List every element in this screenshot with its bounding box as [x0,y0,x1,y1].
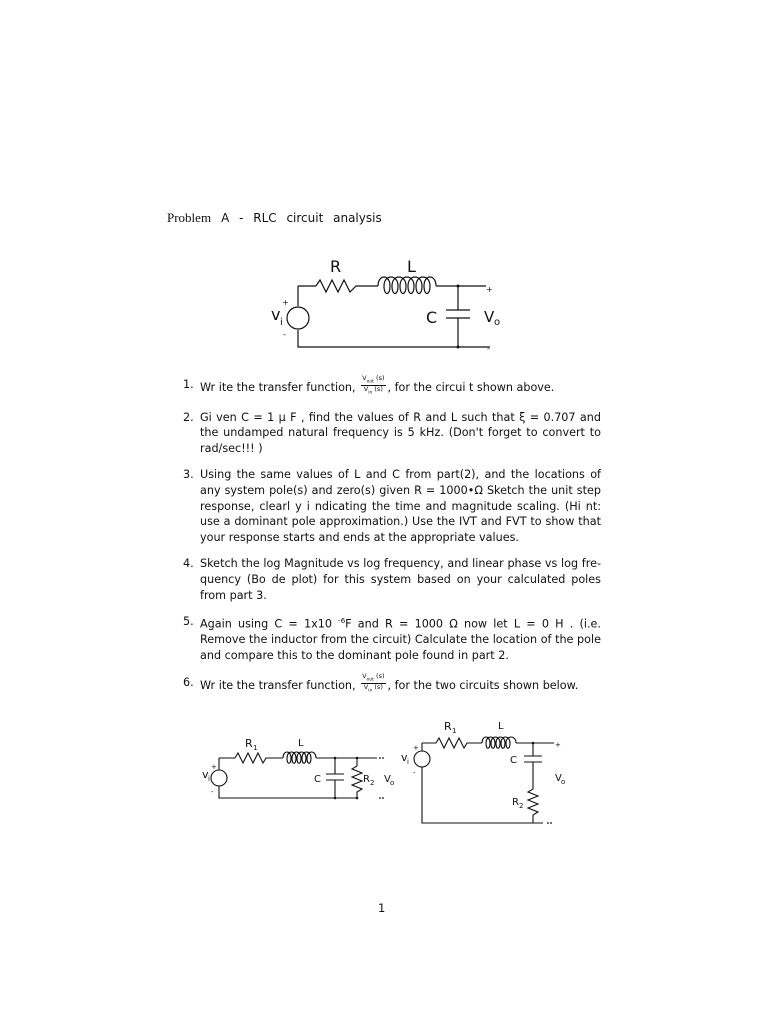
capacitor-label: C [314,774,321,785]
list-item [183,467,601,545]
item-number: 5. [183,615,194,629]
input-plus: + [413,744,419,752]
tf-den-tail: (s) [374,682,383,691]
page-number: 1 [378,901,386,915]
item-text: Using the same values of L and C from part(2), and the locations of any system pole(s) and zero(s) given R = 1000•Ω Sketch the unit step response, clearl y i ndicating the time and magnitude scaling. (Hi nt: use a dominant pole approximation.) Use the IVT and FVT to show that your response starts and ends at the appropriate values. [200,468,601,544]
r2-label: R [512,797,519,808]
tf-den-tail: (s) [374,385,383,394]
tf-num-sub: out [366,379,374,385]
item-text: Sketch the log Magnitude vs log frequency, and linear phase vs log fre- quency (Bo de plot) for this system based on your calculated poles from part 3. [200,557,601,602]
main-circuit-diagram [250,250,510,360]
input-minus: - [211,788,214,796]
circuit-b-diagram [398,715,573,830]
vi-label: v [202,768,209,781]
output-minus: - [487,344,490,353]
inductor-label: L [298,738,304,749]
circuit-a-diagram [195,730,395,810]
tf-den: V [363,682,369,691]
tf-num: V [362,671,367,680]
tf-den: V [363,385,369,394]
item-number: 1. [183,378,194,391]
item-text-tail: F and R = 1000 Ω now let L = 0 H . (i.e. Remove the inductor from the circuit) Calculate the location of the pole and compare this to the dominant pole found in part 2. [200,617,601,663]
capacitor-label: C [510,755,517,766]
vo-subscript: o [561,778,566,786]
output-plus: + [555,741,561,749]
r2-subscript: 2 [519,802,524,810]
resistor-label: R [330,257,342,276]
tf-num-tail: (s) [376,671,385,680]
problem-list [183,374,601,707]
item-text: Wr ite the transfer function, [200,380,360,394]
r2-subscript: 2 [370,779,375,787]
tf-num: V [362,374,367,382]
input-minus: - [283,330,286,339]
vo-label: V [555,773,562,784]
problem-title: A - RLC circuit analysis [221,211,382,225]
list-item [183,556,601,603]
transfer-function-fraction [361,375,385,397]
r1-label: R [444,720,452,733]
inductor-label: L [407,257,416,276]
list-item [183,614,601,664]
item-text: Gi ven C = 1 µ F , find the values of R and L such that ξ = 0.707 and the undamped natural frequency is 5 kHz. (Don't forget to convert to rad/sec!!! ) [200,410,601,455]
transfer-function-fraction [361,673,385,695]
input-plus: + [282,298,289,307]
list-item [183,671,601,697]
item-text: Wr ite the transfer function, [200,678,360,692]
item-text-tail: , for the two circuits shown below. [387,678,579,692]
problem-heading [167,210,382,226]
list-item [183,410,601,457]
problem-label: Problem [167,210,212,225]
item-number: 3. [183,468,194,482]
input-plus: + [211,763,217,771]
capacitor-label: C [426,308,438,327]
vo-subscript: o [390,779,395,787]
r2-label: R [363,774,370,785]
tf-den-sub: in [368,688,373,694]
vi-subscript: i [407,758,409,766]
item-text-tail: , for the circui t shown above. [387,380,555,394]
vi-label: v [401,751,408,764]
item-superscript: -6 [338,617,346,626]
r1-subscript: 1 [253,744,258,752]
inductor-label: L [498,721,504,732]
vo-label: V [484,308,495,326]
vi-subscript: i [280,317,283,328]
item-text: Again using C = 1x10 [200,617,339,631]
item-number: 4. [183,557,194,571]
item-number: 6. [183,675,194,689]
tf-den-sub: in [368,390,373,396]
item-number: 2. [183,410,194,424]
vo-subscript: o [494,317,501,328]
tf-num-sub: out [366,676,374,682]
vi-label: v [271,305,281,324]
r1-label: R [245,737,253,750]
tf-num-tail: (s) [376,374,385,382]
input-minus: - [413,769,416,777]
vi-subscript: i [208,775,210,783]
output-plus: + [486,285,493,294]
r1-subscript: 1 [452,727,457,735]
vo-label: V [384,774,391,785]
list-item [183,374,601,399]
